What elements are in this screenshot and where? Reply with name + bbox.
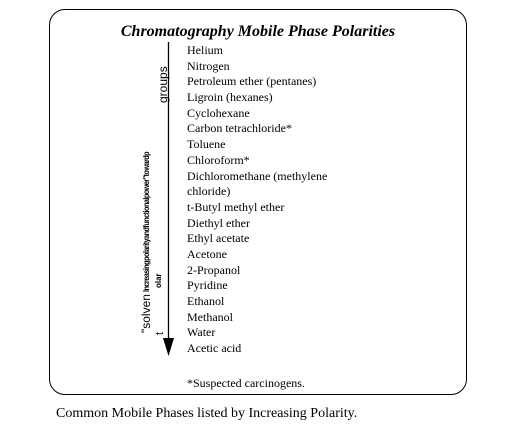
solvent-item: Water [187, 325, 216, 340]
solvent-item: Dichloromethane (methylene [187, 168, 328, 183]
solvent-item: Acetone [187, 246, 227, 261]
solvent-item: Carbon tetrachloride* [187, 121, 292, 136]
solvent-item: Toluene [187, 137, 226, 152]
solvent-item: Cyclohexane [187, 105, 250, 120]
label-olar: olar [154, 273, 163, 288]
solvent-list [187, 43, 327, 357]
solvent-item: Methanol [187, 309, 233, 324]
solvent-item: 2-Propanol [187, 262, 241, 277]
solvent-item: Diethyl ether [187, 215, 250, 230]
label-t: t [154, 331, 166, 335]
label-increasing-polarity: Increasingpolarityandfunctionalpower"towardp [142, 151, 151, 292]
solvent-item: Chloroform* [187, 152, 250, 167]
solvent-item: t-Butyl methyl ether [187, 199, 285, 214]
solvent-item: Nitrogen [187, 58, 230, 73]
solvent-item: Petroleum ether (pentanes) [187, 74, 317, 89]
label-groups: groups [156, 66, 170, 103]
solvent-item: Ligroin (hexanes) [187, 90, 273, 105]
solvent-item: Helium [187, 43, 223, 57]
solvent-item: chloride) [187, 184, 231, 199]
diagram-title: Chromatography Mobile Phase Polarities [120, 23, 396, 40]
solvent-item: Ethanol [187, 294, 225, 308]
footnote: *Suspected carcinogens. [187, 376, 305, 390]
solvent-item: Acetic acid [187, 341, 242, 356]
solvent-item: Ethyl acetate [187, 231, 250, 246]
solvent-item: Pyridine [187, 278, 228, 293]
label-solven: "solven [139, 294, 153, 333]
arrow-head [163, 338, 174, 356]
figure-caption: Common Mobile Phases listed by Increasing Polarity. [56, 406, 358, 421]
